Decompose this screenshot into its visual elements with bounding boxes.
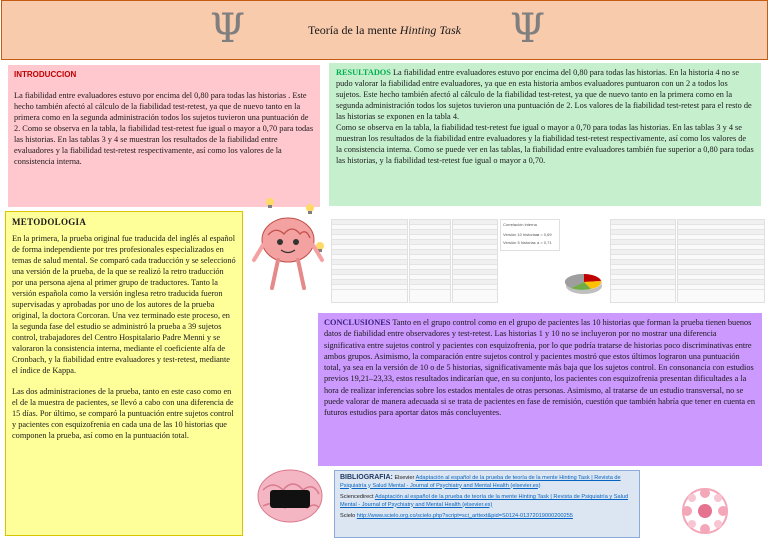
bibliography-link[interactable]: Adaptación al español de la prueba de teoría de la mente Hinting Task | Revista de Psiquiatría y Salud Mental - Journal of Psychiatry and Mental Health (elsevier.es) [340, 494, 629, 508]
bibliography-link[interactable]: Adaptación al español de la prueba de teoría de la mente Hinting Task | Revista de Psiquiatría y Salud Mental - Journal of Psychiatry and Mental Health (elsevier.es) [340, 475, 621, 489]
data-table-image [610, 219, 676, 303]
bibliography-heading: BIBLIOGRAFIA: [340, 474, 393, 481]
bibliography-entry: Sciencedirect Adaptación al español de la prueba de teoría de la mente Hinting Task | Revista de Psiquiatría y Salud Mental - Journal of Psychiatry and Mental Health (elsevier.es) [340, 494, 629, 508]
bibliography-entry: BIBLIOGRAFIA: Elsevier Adaptación al español de la prueba de teoría de la mente Hinting Task | Revista de Psiquiatría y Salud Mental - Journal of Psychiatry and Mental Health (elsevier.es) [340, 474, 621, 489]
table-row-label: Versión 10 historias [503, 232, 538, 237]
data-table-image [331, 219, 408, 303]
conclusions-text: CONCLUSIONES Tanto en el grupo control como en el grupo de pacientes las 10 historias que forman la prueba tienen buenos datos de fiabilidad entre observadores y test-retest. Las historias 1 y 10 no se incluyeron por no mostrar una diferencia significativa entre sujetos control y pacientes con esquizofrenia, por lo que podría tratarse de historias poco discriminativas entre ambos grupos. Asimismo, la comparación entre sujetos control y pacientes mostró que estos últimos lograron una puntuación total, ya sea en la versión de 10 o de 5 historias, significativamente más baja que los sujetos control. En consonancia con estudios previos 19,21–23,33, estos resultados indicarían que, en su conjunto, los pacientes con esquizofrenia presentan dificultades a la hora de realizar inferencias sobre los estados mentales de otras personas. Asimismo, al tratarse de un estudio transversal, no se puede valorar de manera adecuada si se trata de pacientes en fase de remisión, cuestión que también habría que tener en cuenta en futuros estudios para aportar datos más concluyentes. [324, 318, 756, 418]
3d-pie-chart-icon [561, 264, 607, 298]
intro-heading: INTRODUCCION [14, 70, 77, 79]
psi-icon: Ψ [210, 6, 246, 52]
table-row-label: Versión 5 historias [503, 240, 536, 245]
brain-character-icon [248, 190, 328, 305]
results-text-2: Como se observa en la tabla, la fiabilidad test-retest fue igual o mayor a 0,70 para todas las historias. En las tablas 3 y 4 se muestran los resultados de la fiabilidad entre evaluadores y la fiabilidad test-retest respectivamente, así como los valores de la consistencia interna. Como se puede ver en las tablas, la fiabilidad entre evaluadores también fue superior a 0,80 para todas las historias, y la fiabilidad test-retest fue igual o mayor a 0,70. [336, 123, 754, 165]
correlation-table [500, 219, 560, 251]
method-paragraph-2: Las dos administraciones de la prueba, tanto en este caso como en el de la muestra de pacientes, se llevó a cabo con una diferencia de 15 días. Por último, se comparó la puntuación entre sujetos control y pacientes con esquizofrenia en cada una de las 10 historias que componen la prueba, así como en la puntuación total. [12, 387, 234, 440]
page-title: Teoría de la mente Hinting Task [307, 23, 462, 37]
bibliography-section [334, 470, 640, 538]
title-banner [1, 0, 768, 60]
results-heading: RESULTADOS [336, 68, 391, 77]
bibliography-entry: Scielo http://www.scielo.org.co/scielo.php?script=sci_arttext&pid=S0124-01372019000200255 [340, 513, 573, 519]
method-section [5, 211, 243, 536]
table-cell: a = 0,69 [537, 232, 552, 237]
correlation-table-title: Correlación interna [503, 222, 537, 227]
intro-section [8, 65, 320, 207]
brain-icon [255, 460, 325, 530]
table-cell: a = 0,71 [537, 240, 552, 245]
psi-icon: Ψ [510, 6, 546, 52]
method-paragraph-1: En la primera, la prueba original fue traducida del inglés al español de forma independiente por tres profesionales especializados en temas de salud mental. Se comparó cada traducción y se seleccionó una versión de la prueba, de la que se realizó la retro traducción por una persona ajena al primer grupo de traductores. Tanto la versión española como la versión inglesa retro traducida fueron supervisadas y aprobadas por uno de los autores de la prueba original, la doctora Corcoran. Una vez terminado este proceso, en la segunda fase del estudio se administró la prueba a 39 sujetos control, trabajadores del Centro Hospitalario Padre Menni y se valoraron la consistencia interna, mediante el coeficiente alfa de Cronbach, y la fiabilidad entre evaluadores y test-retest, mediante el índice de Kappa. [12, 234, 236, 375]
conclusions-heading: CONCLUSIONES [324, 318, 391, 327]
results-section [329, 63, 761, 206]
method-heading: METODOLOGIA [12, 217, 87, 227]
data-table-image [452, 219, 498, 303]
data-table-image [409, 219, 451, 303]
results-text: RESULTADOS La fiabilidad entre evaluadores estuvo por encima del 0,80 para todas las historias. En la historia 4 no se pudo valorar la fiabilidad entre evaluadores, ya que en esta historia ambos evaluadores puntuaron con un 2 a todos los sujetos. Este hecho también afectó al cálculo de la fiabilidad test-retest, ya que de nuevo tanto en la primera como en la segunda administración todos los sujetos tuvieron una puntuación de 2. Los valores de la fiabilidad test-retest para el resto de las historias se exponen en la tabla 4. [336, 68, 752, 121]
conclusions-section [318, 313, 762, 466]
bibliography-link[interactable]: http://www.scielo.org.co/scielo.php?script=sci_arttext&pid=S0124-01372019000200255 [356, 513, 573, 519]
data-table-image [677, 219, 765, 303]
mandala-icon [677, 483, 733, 539]
intro-text: La fiabilidad entre evaluadores estuvo por encima del 0,80 para todas las historias . Este hecho también afectó al cálculo de la fiabilidad test-retest, ya que de nuevo tanto en la primera como en la segunda administración todos los sujetos tuvieron una puntuación de 2. Como se observa en la tabla, la fiabilidad test-retest fue igual o mayor a 0,70 para todas las historias. En las tablas 3 y 4 se muestran los resultados de la fiabilidad entre evaluadores y la fiabilidad test-retest respectivamente, así como los valores de la consistencia interna. [14, 91, 314, 166]
